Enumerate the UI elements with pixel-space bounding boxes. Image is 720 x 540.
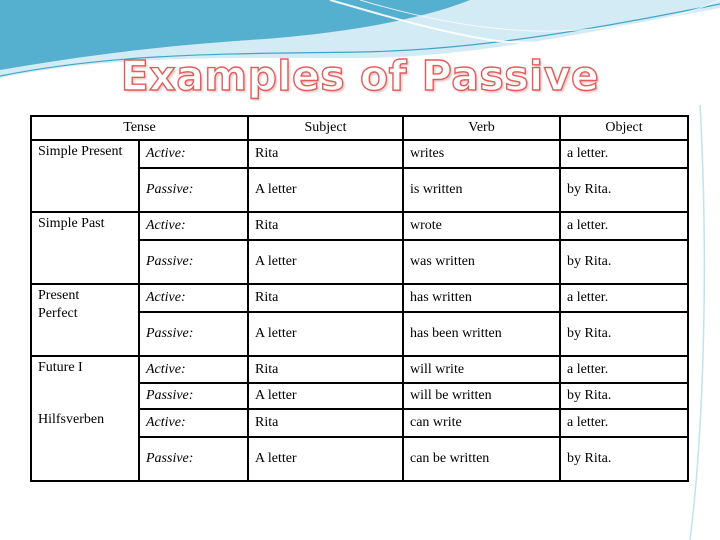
subject-cell: A letter (248, 312, 403, 356)
voice-cell: Passive: (139, 383, 248, 409)
verb-cell: writes (403, 140, 560, 168)
subject-cell: Rita (248, 409, 403, 437)
table-row (31, 356, 688, 383)
verb-cell: will be written (403, 383, 560, 409)
header-verb: Verb (403, 116, 560, 140)
subject-cell: A letter (248, 240, 403, 284)
object-cell: by Rita. (560, 240, 688, 284)
object-cell: a letter. (560, 284, 688, 312)
page-title: Examples of Passive (120, 52, 600, 100)
voice-cell: Passive: (139, 168, 248, 212)
object-cell: a letter. (560, 409, 688, 437)
header-subject: Subject (248, 116, 403, 140)
tense-future-i: Future I (31, 356, 139, 409)
object-cell: a letter. (560, 212, 688, 240)
voice-cell: Passive: (139, 312, 248, 356)
object-cell: a letter. (560, 140, 688, 168)
subject-cell: A letter (248, 437, 403, 481)
subject-cell: A letter (248, 383, 403, 409)
tense-simple-past: Simple Past (31, 212, 139, 284)
object-cell: a letter. (560, 356, 688, 383)
subject-cell: Rita (248, 140, 403, 168)
voice-cell: Active: (139, 140, 248, 168)
tense-hilfsverben: Hilfsverben (31, 409, 139, 481)
verb-cell: will write (403, 356, 560, 383)
table-row (31, 409, 688, 437)
passive-examples-table (30, 115, 689, 482)
verb-cell: can be written (403, 437, 560, 481)
voice-cell: Active: (139, 212, 248, 240)
verb-cell: was written (403, 240, 560, 284)
subject-cell: Rita (248, 212, 403, 240)
voice-cell: Active: (139, 284, 248, 312)
verb-cell: has written (403, 284, 560, 312)
voice-cell: Passive: (139, 240, 248, 284)
tense-simple-present: Simple Present (31, 140, 139, 212)
voice-cell: Active: (139, 356, 248, 383)
object-cell: by Rita. (560, 168, 688, 212)
verb-cell: has been written (403, 312, 560, 356)
table-row (31, 140, 688, 168)
subject-cell: Rita (248, 284, 403, 312)
table-header-row (31, 116, 688, 140)
verb-cell: is written (403, 168, 560, 212)
verb-cell: wrote (403, 212, 560, 240)
header-object: Object (560, 116, 688, 140)
subject-cell: A letter (248, 168, 403, 212)
header-tense: Tense (31, 116, 248, 140)
verb-cell: can write (403, 409, 560, 437)
table-row (31, 212, 688, 240)
object-cell: by Rita. (560, 312, 688, 356)
object-cell: by Rita. (560, 383, 688, 409)
voice-cell: Active: (139, 409, 248, 437)
subject-cell: Rita (248, 356, 403, 383)
voice-cell: Passive: (139, 437, 248, 481)
object-cell: by Rita. (560, 437, 688, 481)
table-row (31, 284, 688, 312)
tense-present-perfect: Present Perfect (31, 284, 139, 356)
